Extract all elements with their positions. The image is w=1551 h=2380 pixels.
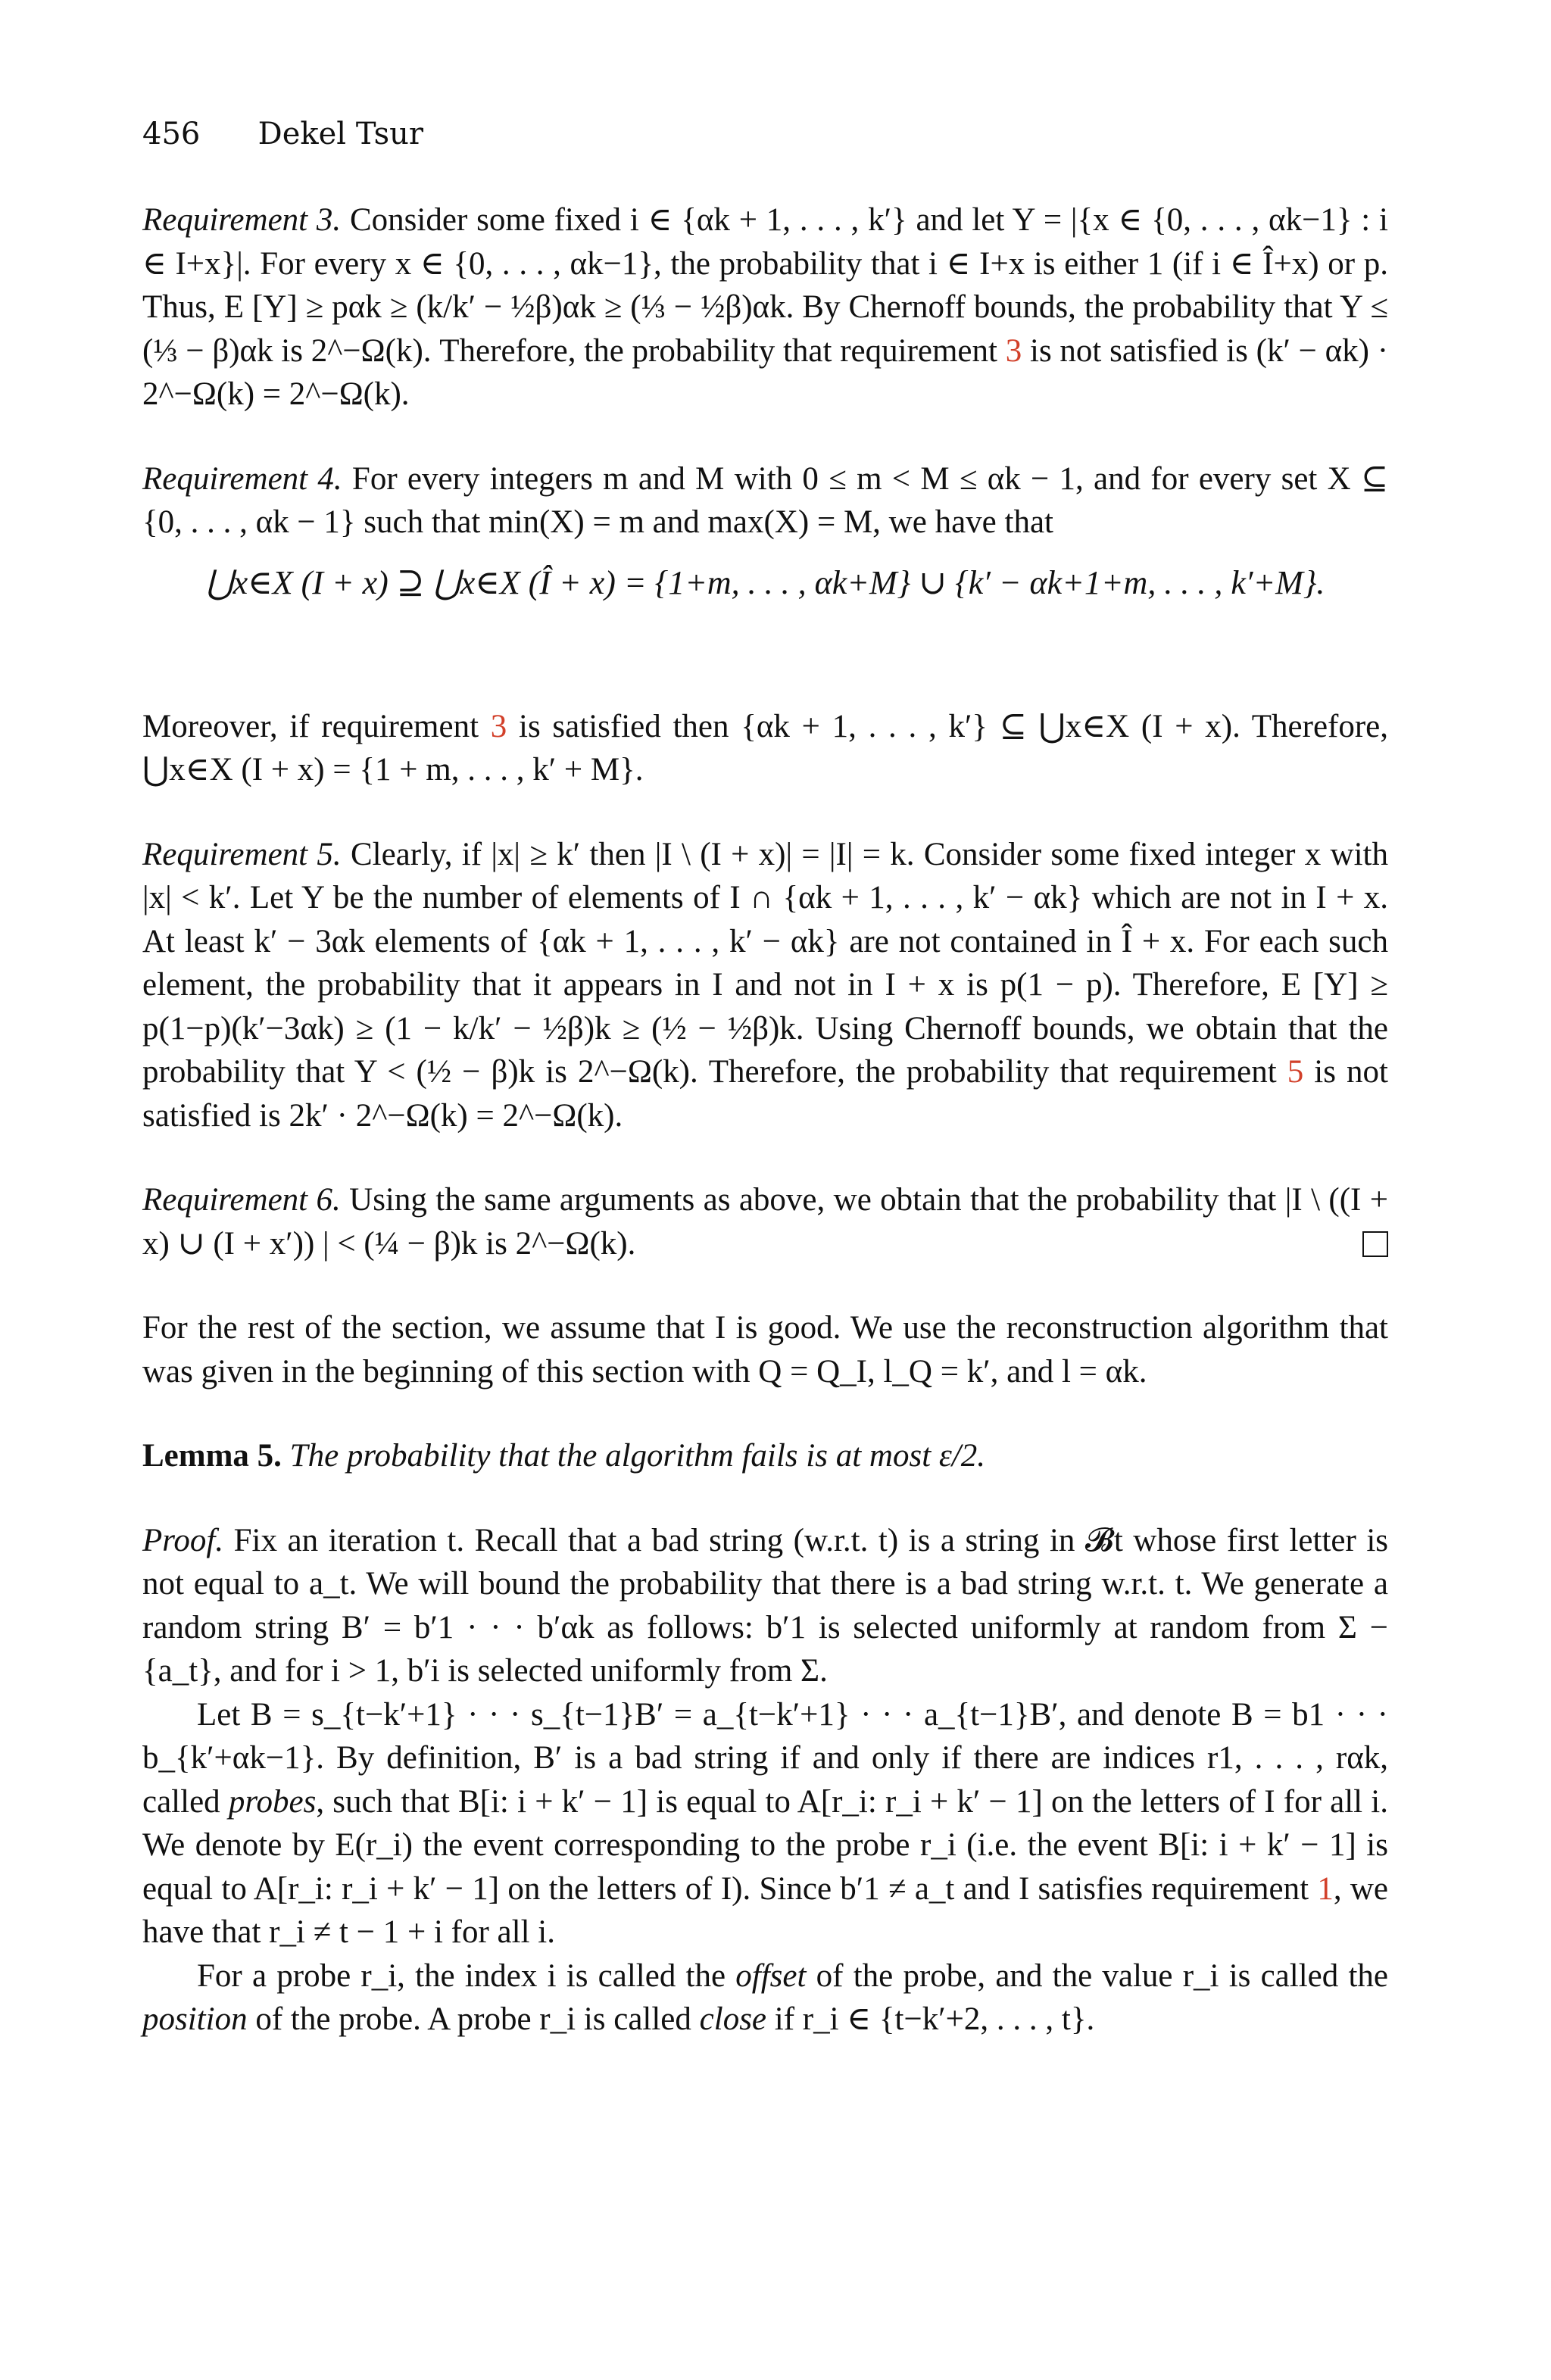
rest-of-section-paragraph: For the rest of the section, we assume that I is good. We use the reconstruction algorithm that was given in the beginning of this section with Q = Q_I, l_Q = k′, and l = αk. xyxy=(142,1310,1388,1390)
requirement-6-text: Using the same arguments as above, we obtain that the probability that |I \ ((I + x) ∪ (I + x′)) | < (¼ − β)k is 2^−Ω(k). xyxy=(142,1182,1388,1262)
running-header xyxy=(142,115,423,153)
proof-text-2b: , such that B[i: i + k′ − 1] is equal to A[r_i: r_i + k′ − 1] on the letters of I for all i. We denote by E(r_i) the event corresponding to the probe r_i (i.e. the event B[i: i + k′ − 1] is equal to A[r_i: r_i + k′ − 1] on the letters of I). Since b′1 ≠ a_t and I satisfies requirement xyxy=(142,1783,1388,1907)
requirement-6 xyxy=(142,1178,1388,1265)
proof-text-2a: Let B = s_{t−k′+1} · · · s_{t−1}B′ = a_{t−k′+1} · · · a_{t−1}B′, and denote B = b1 · · · b_{k′+αk−1}. By definition, B′ is a bad string if and only if there are indices r1, . . . , rαk, called xyxy=(142,1696,1388,1820)
term-probes: probes xyxy=(228,1783,317,1820)
requirement-5 xyxy=(142,833,1388,1138)
moreover-requirement-link[interactable]: 3 xyxy=(490,708,507,744)
lemma-label: Lemma 5. xyxy=(142,1438,282,1474)
proof-text-2c: , we have that r_i ≠ t − 1 + i for all i. xyxy=(142,1870,1388,1950)
requirement-1-link[interactable]: 1 xyxy=(1317,1870,1334,1907)
union-equation xyxy=(142,561,1388,675)
requirement-4 xyxy=(142,457,1388,544)
requirement-3-text: Consider some fixed i ∈ {αk + 1, . . . , k′} and let Y = |{x ∈ {0, . . . , αk−1} : i ∈ I+x}|. For every x ∈ {0, . . . , αk−1}, the probability that i ∈ I+x is either 1 (if i ∈ Î+x) or p. Thus, E [Y] ≥ pαk ≥ (k/k′ − ½β)αk ≥ (⅓ − ½β)αk. By Chernoff bounds, the probability that Y ≤ (⅓ − β)αk is 2^−Ω(k). Therefore, the probability that requirement xyxy=(142,202,1388,369)
requirement-5-text: Clearly, if |x| ≥ k′ then |I \ (I + x)| = |I| = k. Consider some fixed integer x with |x| < k′. Let Y be the number of elements of I ∩ {αk + 1, . . . , k′ − αk} which are not in I + x. At least k′ − 3αk elements of {αk + 1, . . . , k′ − αk} are not contained in Î + x. For each such element, the probability that it appears in I and not in I + x is p(1 − p). Therefore, E [Y] ≥ p(1−p)(k′−3αk) ≥ (1 − k/k′ − ½β)k ≥ (½ − ½β)k. Using Chernoff bounds, we obtain that the probability that Y < (½ − β)k is 2^−Ω(k). Therefore, the probability that requirement xyxy=(142,836,1388,1090)
author-name: Dekel Tsur xyxy=(257,117,423,151)
requirement-3-label: Requirement 3. xyxy=(142,202,342,238)
proof-paragraph-1 xyxy=(142,1519,1388,1693)
term-offset: offset xyxy=(735,1957,807,1994)
qed-square-icon xyxy=(1362,1231,1388,1257)
proof-paragraph-2 xyxy=(142,1693,1388,1954)
requirement-4-label: Requirement 4. xyxy=(142,460,342,497)
proof-label: Proof. xyxy=(142,1522,224,1558)
requirement-3-text-end: is not satisfied is (k′ − αk) · 2^−Ω(k) = 2^−Ω(k). xyxy=(142,332,1389,412)
main-text xyxy=(142,198,1388,2042)
requirement-6-label: Requirement 6. xyxy=(142,1182,341,1218)
lemma-statement: The probability that the algorithm fails is at most ε/2. xyxy=(289,1438,986,1474)
requirement-4-continuation xyxy=(142,705,1388,792)
requirement-5-link[interactable]: 5 xyxy=(1287,1054,1304,1090)
requirement-5-label: Requirement 5. xyxy=(142,836,342,872)
proof-text-3c: of the probe. A probe r_i is called xyxy=(255,2001,691,2037)
proof-paragraph-3 xyxy=(142,1954,1388,2042)
page-number: 456 xyxy=(142,117,201,151)
moreover-text: Moreover, if requirement xyxy=(142,708,479,744)
requirement-4-text: For every integers m and M with 0 ≤ m < M ≤ αk − 1, and for every set X ⊆ {0, . . . , αk − 1} such that min(X) = m and max(X) = M, we have that xyxy=(142,460,1389,540)
requirement-3-link[interactable]: 3 xyxy=(1005,332,1022,369)
proof-text-1: Fix an iteration t. Recall that a bad string (w.r.t. t) is a string in 𝓑t whose first letter is not equal to a_t. We will bound the probability that there is a bad string w.r.t. t. We generate a random string B′ = b′1 · · · b′αk as follows: b′1 is selected uniformly at random from Σ − {a_t}, and for i > 1, b′i is selected uniformly from Σ. xyxy=(142,1522,1389,1689)
requirement-3 xyxy=(142,198,1388,416)
lemma-5 xyxy=(142,1434,1388,1478)
proof-text-3a: For a probe r_i, the index i is called the xyxy=(197,1957,726,1994)
moreover-text-end: is satisfied then {αk + 1, . . . , k′} ⊆ ⋃x∈X (I + x). Therefore, ⋃x∈X (I + x) = {1 + m, . . . , k′ + M}. xyxy=(142,708,1389,788)
proof-text-3d: if r_i ∈ {t−k′+2, . . . , t}. xyxy=(774,2001,1095,2037)
proof-text-3b: of the probe, and the value r_i is called the xyxy=(816,1957,1388,1994)
term-position: position xyxy=(142,2001,248,2037)
term-close: close xyxy=(699,2001,767,2037)
requirement-5-text-end: is not satisfied is 2k′ · 2^−Ω(k) = 2^−Ω(k). xyxy=(142,1054,1388,1134)
union-equation-text: ⋃x∈X (I + x) ⊇ ⋃x∈X (Î + x) = {1+m, . . . , αk+M} ∪ {k′ − αk+1+m, . . . , k′+M}. xyxy=(205,563,1325,601)
